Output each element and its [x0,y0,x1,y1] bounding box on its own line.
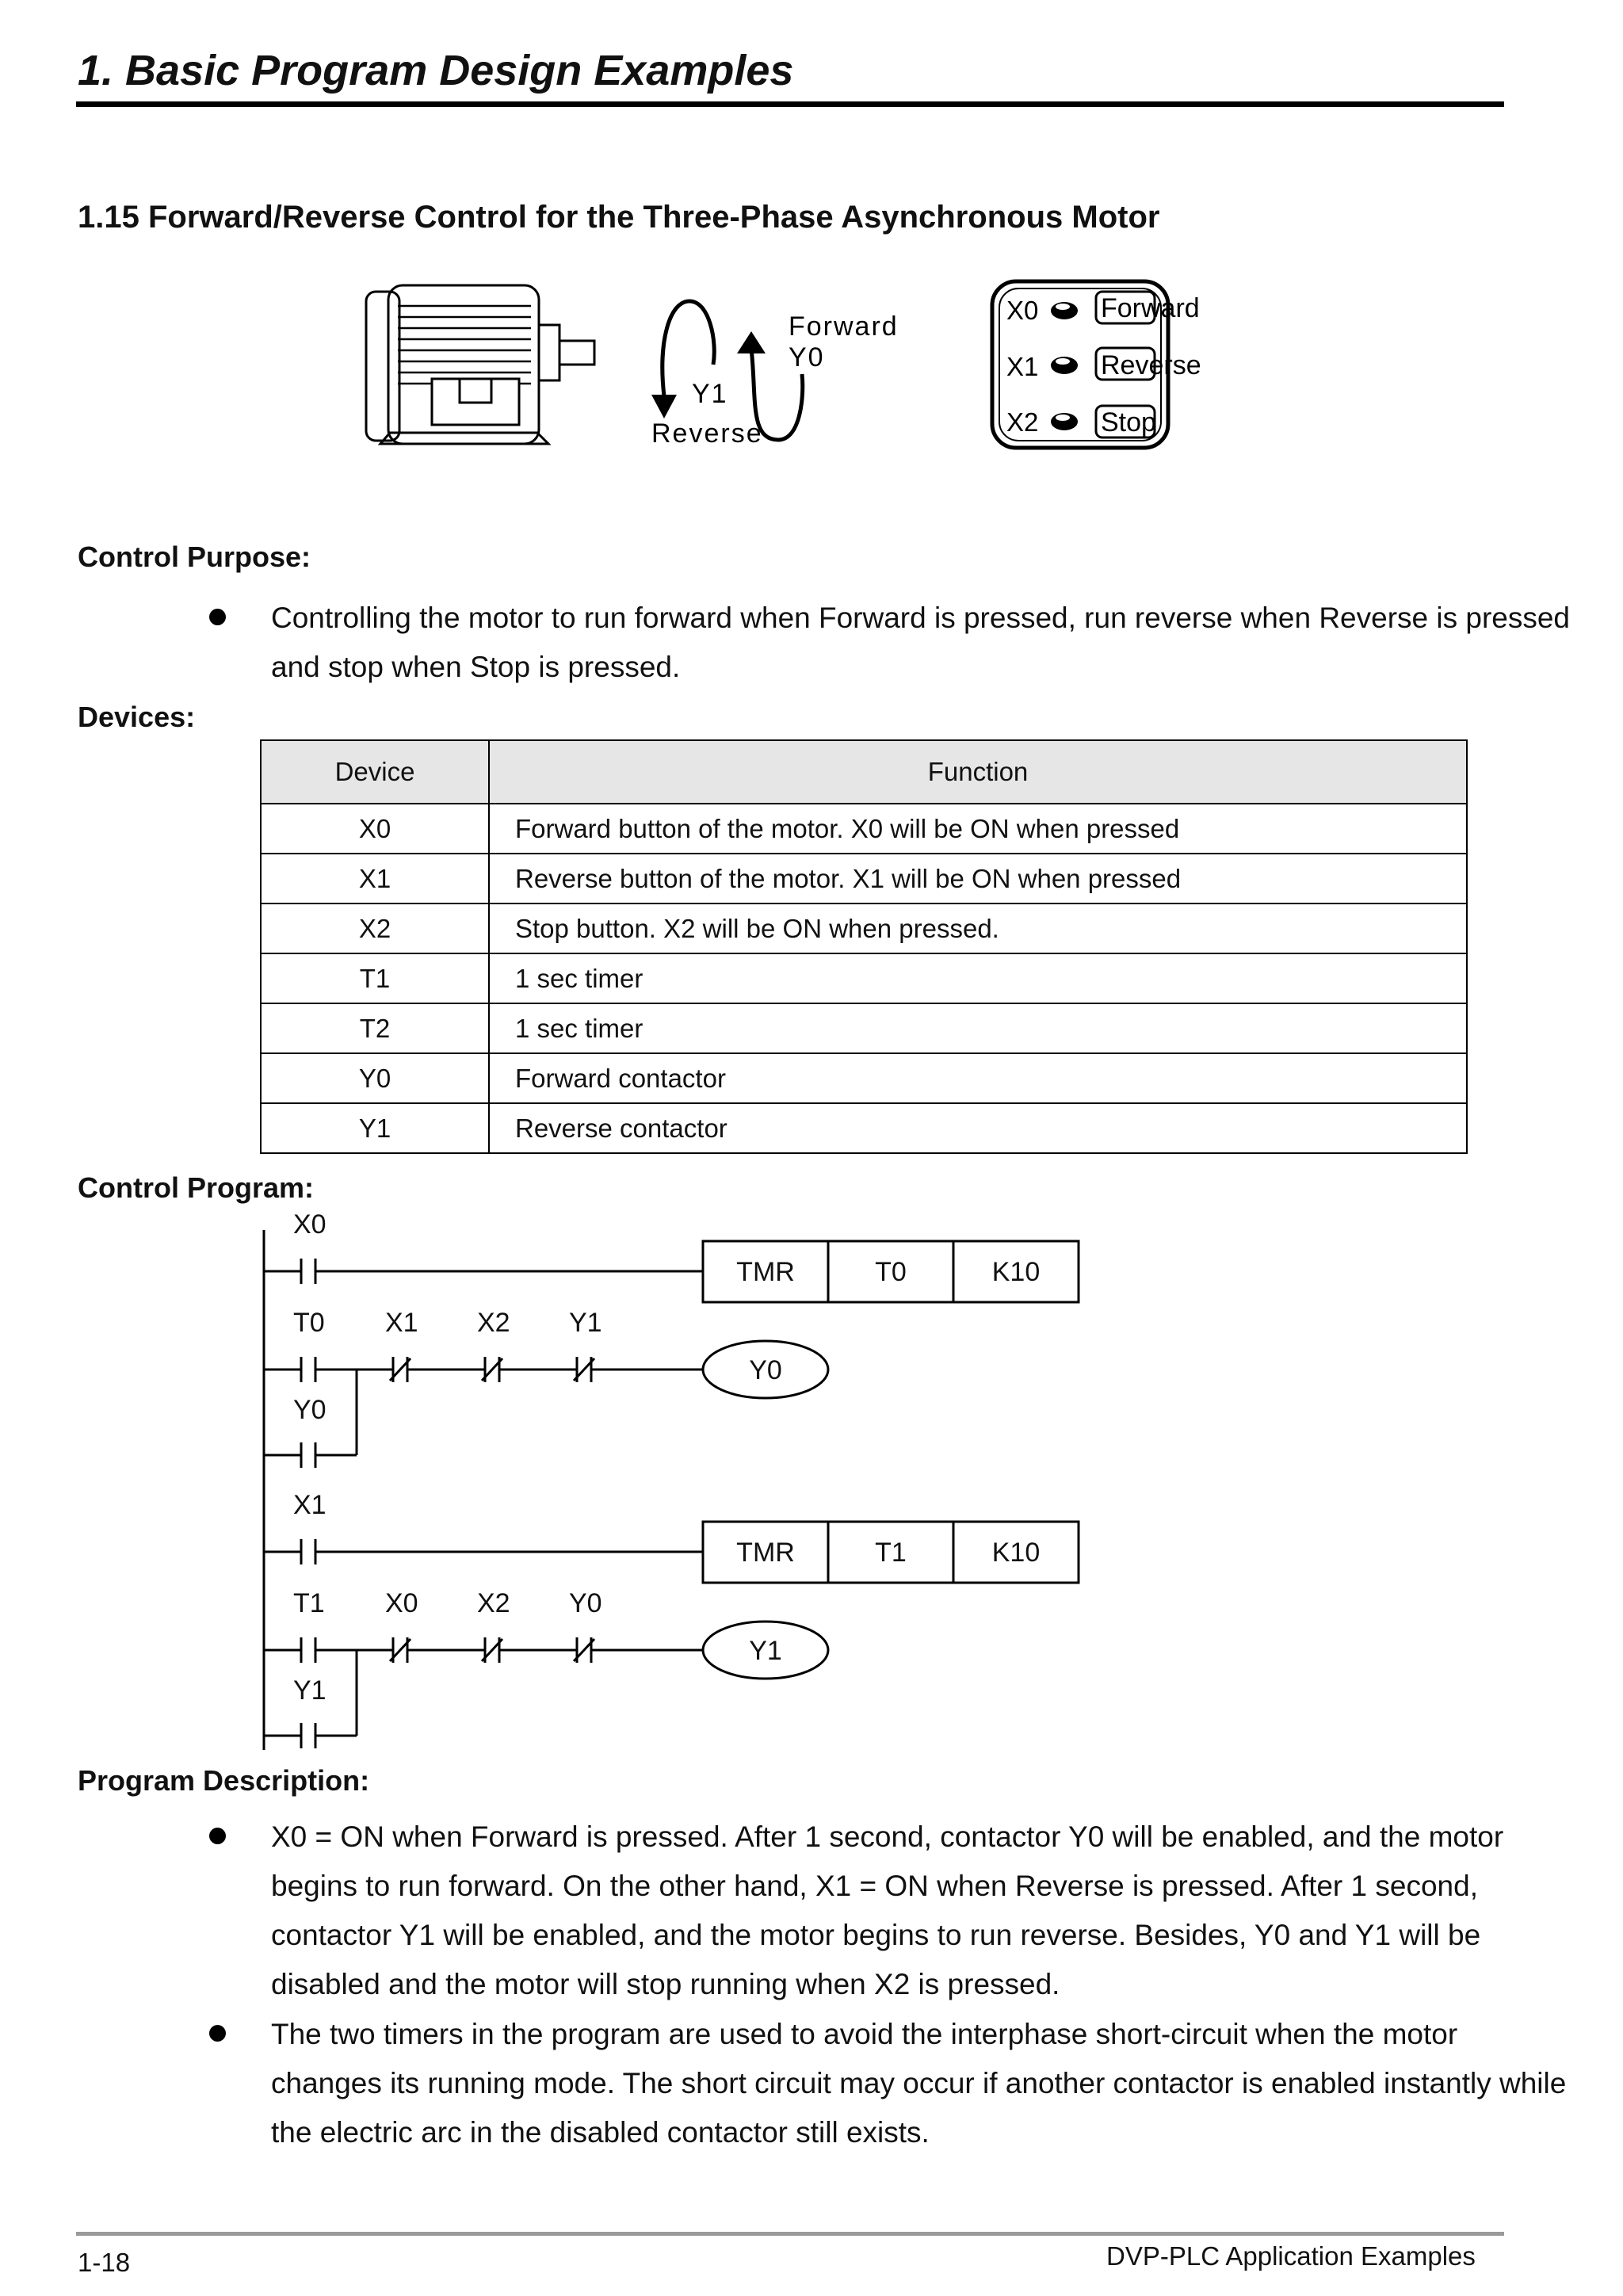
control-program-heading: Control Program: [78,1171,315,1204]
device-cell: T2 [261,1003,489,1053]
device-cell: Y0 [261,1053,489,1103]
control-purpose-heading: Control Purpose: [78,541,311,573]
footer-rule [76,2232,1504,2236]
panel-button-reverse: Reverse [1101,350,1201,380]
panel-row-x1 [1006,348,1201,381]
push-button-icon [1051,302,1078,319]
table-row [261,854,1467,904]
timer-label: T1 [875,1538,907,1568]
motor-icon [366,285,594,444]
push-button-icon [1051,413,1078,430]
function-cell: 1 sec timer [489,1003,1467,1053]
ladder-diagram [0,1205,1623,1759]
contact-label: Y0 [569,1588,602,1618]
instr-label: TMR [736,1538,795,1568]
table-row [261,804,1467,854]
contact-label: Y1 [569,1308,602,1338]
table-row [261,953,1467,1003]
page-number: 1-18 [78,2248,131,2277]
panel-input-x1: X1 [1006,352,1039,381]
contact-label: X1 [385,1308,418,1338]
contact-label: X0 [293,1209,327,1240]
push-button-icon [1051,357,1078,374]
value-label: K10 [991,1257,1041,1287]
function-cell: Forward contactor [489,1053,1467,1103]
contact-label: Y0 [293,1395,327,1425]
table-header-row [261,740,1467,804]
chapter-title: 1. Basic Program Design Examples [78,47,794,94]
contact-label: X2 [477,1588,510,1618]
contact-label: T1 [293,1588,325,1618]
footer-title: DVP-PLC Application Examples [1106,2241,1476,2271]
forward-output-label: Y0 [789,342,825,372]
devices-table [260,739,1468,1154]
reverse-output-label: Y1 [692,379,728,409]
function-cell: Reverse contactor [489,1103,1467,1153]
program-description-heading: Program Description: [78,1764,370,1797]
table-row [261,1003,1467,1053]
section-title: 1.15 Forward/Reverse Control for the Three-Phase Asynchronous Motor [78,200,1160,235]
device-cell: X1 [261,854,489,904]
device-cell: X0 [261,804,489,854]
table-row [261,904,1467,953]
bullet-icon [209,1828,226,1844]
description-item [209,2010,1572,2157]
header-rule [76,101,1504,107]
contact-label: X1 [293,1490,327,1520]
motor-figure [0,262,1623,483]
coil-label: Y1 [749,1636,782,1666]
column-header-function: Function [489,740,1467,804]
table-row [261,1103,1467,1153]
contact-label: X2 [477,1308,510,1338]
function-cell: Forward button of the motor. X0 will be ON when pressed [489,804,1467,854]
description-text: X0 = ON when Forward is pressed. After 1 second, contactor Y0 will be enabled, and the motor begins to run forward. On the other hand, X1 = ON when Reverse is pressed. After 1 second, contactor Y1 will be enabled, and the motor begins to run reverse. Besides, Y0 and Y1 will be disabled and the motor will stop running when X2 is pressed. [271,1820,1504,2000]
rung-3 [264,1522,1079,1583]
purpose-item [209,594,1572,692]
reverse-label: Reverse [651,418,763,449]
contact-label: T0 [293,1308,325,1338]
device-cell: T1 [261,953,489,1003]
function-cell: Stop button. X2 will be ON when pressed. [489,904,1467,953]
contact-label: X0 [385,1588,418,1618]
panel-input-x0: X0 [1006,296,1039,325]
rung-1 [264,1241,1079,1302]
rung-2 [264,1341,828,1468]
bullet-icon [209,2025,226,2042]
value-label: K10 [991,1538,1041,1568]
forward-label: Forward [789,311,899,342]
table-row [261,1053,1467,1103]
devices-heading: Devices: [78,701,196,733]
panel-row-x2 [1006,406,1156,437]
purpose-text: Controlling the motor to run forward when Forward is pressed, run reverse when Reverse is pressed and stop when Stop is pressed. [271,602,1571,683]
column-header-device: Device [261,740,489,804]
function-cell: 1 sec timer [489,953,1467,1003]
function-cell: Reverse button of the motor. X1 will be ON when pressed [489,854,1467,904]
bullet-icon [209,609,226,625]
device-cell: X2 [261,904,489,953]
timer-label: T0 [875,1257,907,1287]
contact-label: Y1 [293,1675,327,1706]
panel-button-stop: Stop [1101,407,1156,437]
instr-label: TMR [736,1257,795,1287]
description-item [209,1813,1572,2009]
panel-button-forward: Forward [1101,293,1200,323]
coil-label: Y0 [749,1355,782,1385]
panel-row-x0 [1006,292,1200,325]
description-text: The two timers in the program are used to avoid the interphase short-circuit when the motor changes its running mode. The short circuit may occur if another contactor is enabled instantly while the electric arc in the disabled contactor still exists. [271,2018,1567,2149]
panel-input-x2: X2 [1006,407,1039,437]
device-cell: Y1 [261,1103,489,1153]
rung-4 [264,1622,828,1748]
